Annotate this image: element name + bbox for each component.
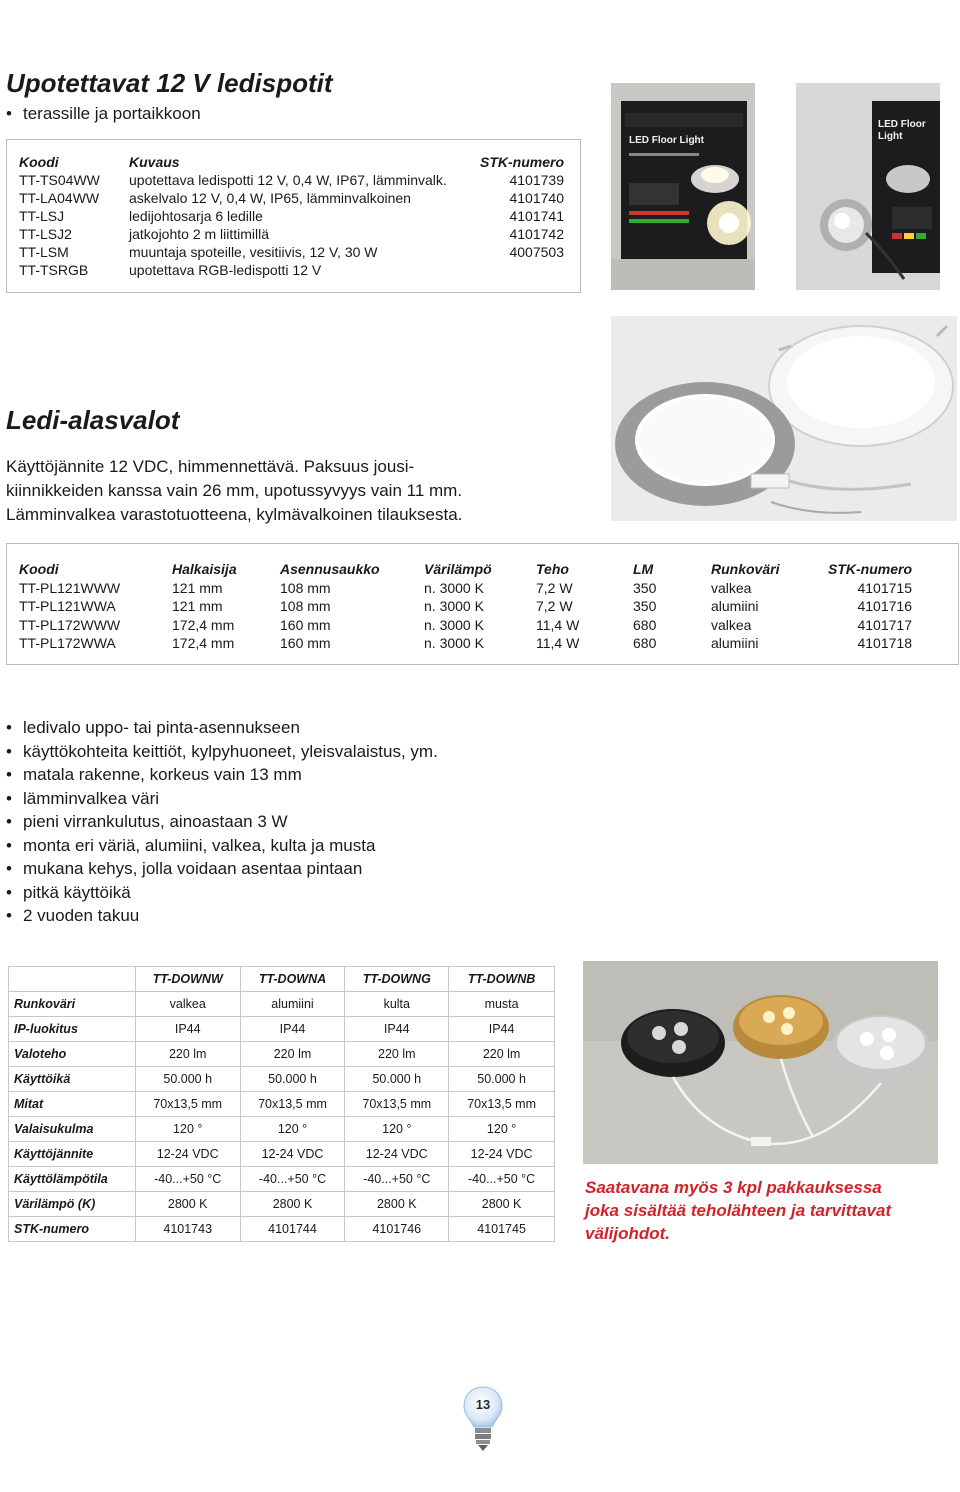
- row-label: IP-luokitus: [9, 1017, 136, 1042]
- section3-spec-table: [8, 966, 555, 1242]
- cell: 108 mm: [280, 598, 331, 614]
- table-row: [9, 1017, 555, 1042]
- page-number: 13: [475, 1397, 491, 1412]
- feature-bullet: • mukana kehys, jolla voidaan asentaa pintaan: [6, 857, 438, 881]
- intro-line: Lämminvalkea varastotuotteena, kylmävalkoinen tilauksesta.: [6, 505, 463, 524]
- spec-cell: musta: [449, 992, 555, 1017]
- header-halkaisija: Halkaisija: [172, 561, 237, 577]
- cell: TT-PL172WWW: [19, 616, 121, 633]
- cell-code: TT-LSM: [19, 244, 69, 260]
- cell: n. 3000 K: [424, 598, 484, 614]
- spec-cell: 4101745: [449, 1217, 555, 1242]
- spec-cell: 120 °: [135, 1117, 240, 1142]
- spec-cell: 4101744: [240, 1217, 345, 1242]
- spec-cell: 120 °: [240, 1117, 345, 1142]
- section1-bullet: • terassille ja portaikkoon: [6, 103, 201, 125]
- section2-title: Ledi-alasvalot: [6, 405, 180, 435]
- cell: 11,4 W: [536, 616, 580, 633]
- cell-desc: muuntaja spoteille, vesitiivis, 12 V, 30 W: [129, 244, 378, 260]
- section1-table-box: [6, 139, 581, 293]
- section1-bullets: [6, 103, 201, 125]
- cell: 4101718: [857, 635, 912, 651]
- cell-desc: upotettava RGB-ledispotti 12 V: [129, 262, 322, 278]
- table-row: [19, 243, 564, 261]
- cell: 4101716: [857, 598, 912, 614]
- row-label: Käyttöjännite: [9, 1142, 136, 1167]
- cell: 108 mm: [280, 579, 331, 596]
- table-row: [9, 1042, 555, 1067]
- cell: alumiini: [711, 598, 759, 614]
- cell-stk: 4101739: [509, 172, 564, 188]
- cell: 680: [633, 635, 657, 651]
- cell: valkea: [711, 579, 752, 596]
- spec-cell: alumiini: [240, 992, 345, 1017]
- header-kuvaus: Kuvaus: [129, 154, 180, 170]
- header-teho: Teho: [536, 561, 569, 577]
- cell: TT-PL121WWA: [19, 598, 116, 614]
- spec-cell: 4101746: [345, 1217, 449, 1242]
- section2-intro: [6, 455, 586, 527]
- cell-stk: [474, 261, 564, 279]
- spec-cell: -40...+50 °C: [345, 1167, 449, 1192]
- section1-title: Upotettavat 12 V ledispotit: [6, 68, 333, 98]
- section2-table: [19, 560, 912, 653]
- spec-cell: 12-24 VDC: [135, 1142, 240, 1167]
- promo-line: Saatavana myös 3 kpl pakkauksessa: [585, 1178, 882, 1197]
- table-header-row: [19, 560, 912, 579]
- header-empty: [9, 967, 136, 992]
- cell-code: TT-LSJ: [19, 208, 65, 224]
- row-label: Valaisukulma: [9, 1117, 136, 1142]
- section1-table: [19, 153, 564, 279]
- intro-line: kiinnikkeiden kanssa vain 26 mm, upotussyvyys vain 11 mm.: [6, 481, 463, 500]
- table-row: [9, 1142, 555, 1167]
- spec-cell: 12-24 VDC: [240, 1142, 345, 1167]
- spec-cell: 50.000 h: [240, 1067, 345, 1092]
- table-row: [19, 616, 912, 635]
- intro-line: Käyttöjännite 12 VDC, himmennettävä. Paksuus jousi-: [6, 457, 415, 476]
- spec-cell: 120 °: [345, 1117, 449, 1142]
- cell: 680: [633, 616, 657, 633]
- spec-cell: 70x13,5 mm: [345, 1092, 449, 1117]
- cell: n. 3000 K: [424, 579, 484, 596]
- table-row: [19, 225, 564, 243]
- feature-bullet: • ledivalo uppo- tai pinta-asennukseen: [6, 716, 438, 740]
- table-row: [19, 207, 564, 225]
- table-row: [9, 1067, 555, 1092]
- promo-line: välijohdot.: [585, 1224, 670, 1243]
- cell-code: TT-TSRGB: [19, 262, 89, 278]
- feature-bullet: • lämminvalkea väri: [6, 787, 438, 811]
- product-photo-puck-lights: [583, 961, 938, 1164]
- cell-code: TT-LSJ2: [19, 226, 72, 242]
- cell: n. 3000 K: [424, 635, 484, 651]
- cell: 350: [633, 579, 657, 596]
- spec-cell: 4101743: [135, 1217, 240, 1242]
- cell-code: TT-TS04WW: [19, 172, 100, 188]
- promo-text: [585, 1176, 955, 1245]
- cell: 350: [633, 598, 657, 614]
- cell: 172,4 mm: [172, 616, 235, 633]
- spec-cell: 70x13,5 mm: [240, 1092, 345, 1117]
- cell: TT-PL121WWW: [19, 579, 121, 596]
- box-label-line-1: LED Floor: [878, 119, 926, 130]
- cell-stk: 4101742: [509, 226, 564, 242]
- cell: valkea: [711, 616, 752, 633]
- cell: 4101717: [857, 616, 912, 633]
- spec-cell: -40...+50 °C: [135, 1167, 240, 1192]
- spec-cell: 220 lm: [345, 1042, 449, 1067]
- header-stk: STK-numero: [480, 154, 564, 170]
- promo-line: joka sisältää teholähteen ja tarvittavat: [585, 1201, 892, 1220]
- cell: alumiini: [711, 635, 759, 651]
- cell: 121 mm: [172, 579, 223, 596]
- spec-cell: 2800 K: [240, 1192, 345, 1217]
- spec-cell: valkea: [135, 992, 240, 1017]
- page-number-bulb-icon: [462, 1385, 504, 1455]
- spec-cell: 50.000 h: [449, 1067, 555, 1092]
- table-row: [19, 597, 912, 616]
- spec-cell: IP44: [240, 1017, 345, 1042]
- header-stk: STK-numero: [828, 561, 912, 577]
- cell-desc: upotettava ledispotti 12 V, 0,4 W, IP67, lämminvalk.: [129, 172, 447, 188]
- table-header-row: [19, 153, 564, 171]
- box-label-line-2: Light: [878, 131, 903, 142]
- cell: 172,4 mm: [172, 635, 235, 651]
- row-label: Runkoväri: [9, 992, 136, 1017]
- header-runkovari: Runkoväri: [711, 561, 780, 577]
- header-model: TT-DOWNG: [345, 967, 449, 992]
- feature-bullet: • käyttökohteita keittiöt, kylpyhuoneet, yleisvalaistus, ym.: [6, 740, 438, 764]
- cell: 4101715: [857, 579, 912, 596]
- cell-stk: 4101740: [509, 190, 564, 206]
- cell: 160 mm: [280, 616, 331, 633]
- header-varilampo: Värilämpö: [424, 561, 492, 577]
- table-header-row: [9, 967, 555, 992]
- cell: 7,2 W: [536, 579, 573, 596]
- cell-desc: ledijohtosarja 6 ledille: [129, 208, 263, 224]
- spec-cell: 220 lm: [240, 1042, 345, 1067]
- table-row: [9, 1117, 555, 1142]
- row-label: Käyttöikä: [9, 1067, 136, 1092]
- spec-cell: IP44: [135, 1017, 240, 1042]
- spec-cell: 50.000 h: [135, 1067, 240, 1092]
- feature-bullet: • pitkä käyttöikä: [6, 881, 438, 905]
- spec-cell: 2800 K: [135, 1192, 240, 1217]
- header-model: TT-DOWNB: [449, 967, 555, 992]
- feature-bullet: • pieni virrankulutus, ainoastaan 3 W: [6, 810, 438, 834]
- header-model: TT-DOWNW: [135, 967, 240, 992]
- table-row: [9, 1217, 555, 1242]
- cell: n. 3000 K: [424, 616, 484, 633]
- cell: 7,2 W: [536, 598, 573, 614]
- spec-cell: 50.000 h: [345, 1067, 449, 1092]
- product-photo-floor-light-1: [611, 83, 755, 290]
- header-asennusaukko: Asennusaukko: [280, 561, 380, 577]
- spec-cell: 12-24 VDC: [345, 1142, 449, 1167]
- spec-cell: 2800 K: [345, 1192, 449, 1217]
- row-label: Mitat: [9, 1092, 136, 1117]
- spec-cell: 220 lm: [135, 1042, 240, 1067]
- spec-cell: 12-24 VDC: [449, 1142, 555, 1167]
- row-label: STK-numero: [9, 1217, 136, 1242]
- table-row: [9, 1167, 555, 1192]
- spec-cell: IP44: [345, 1017, 449, 1042]
- section3-bullets: [6, 716, 438, 928]
- cell: 160 mm: [280, 635, 331, 651]
- cell-code: TT-LA04WW: [19, 190, 100, 206]
- cell: 11,4 W: [536, 635, 580, 651]
- header-koodi: Koodi: [19, 154, 59, 170]
- spec-cell: 120 °: [449, 1117, 555, 1142]
- table-row: [9, 992, 555, 1017]
- feature-bullet: • 2 vuoden takuu: [6, 904, 438, 928]
- table-row: [19, 189, 564, 207]
- cell: 121 mm: [172, 598, 223, 614]
- spec-cell: 220 lm: [449, 1042, 555, 1067]
- table-row: [19, 579, 912, 598]
- spec-cell: kulta: [345, 992, 449, 1017]
- table-row: [9, 1192, 555, 1217]
- spec-cell: IP44: [449, 1017, 555, 1042]
- cell-desc: askelvalo 12 V, 0,4 W, IP65, lämminvalkoinen: [129, 190, 411, 206]
- spec-cell: -40...+50 °C: [240, 1167, 345, 1192]
- box-label-text: LED Floor Light: [629, 135, 704, 146]
- feature-bullet: • monta eri väriä, alumiini, valkea, kulta ja musta: [6, 834, 438, 858]
- header-koodi: Koodi: [19, 561, 59, 577]
- table-row: [9, 1092, 555, 1117]
- cell-desc: jatkojohto 2 m liittimillä: [129, 226, 270, 242]
- row-label: Valoteho: [9, 1042, 136, 1067]
- row-label: Värilämpö (K): [9, 1192, 136, 1217]
- feature-bullet: • matala rakenne, korkeus vain 13 mm: [6, 763, 438, 787]
- spec-cell: 70x13,5 mm: [449, 1092, 555, 1117]
- spec-cell: 70x13,5 mm: [135, 1092, 240, 1117]
- cell: TT-PL172WWA: [19, 635, 116, 651]
- table-row: [19, 171, 564, 189]
- section2-table-box: [6, 543, 959, 665]
- spec-cell: -40...+50 °C: [449, 1167, 555, 1192]
- product-photo-floor-light-2: [796, 83, 940, 290]
- table-row: [19, 261, 564, 279]
- header-model: TT-DOWNA: [240, 967, 345, 992]
- cell-stk: 4007503: [509, 244, 564, 260]
- cell-stk: 4101741: [509, 208, 564, 224]
- product-photo-led-panels: [611, 316, 957, 521]
- spec-cell: 2800 K: [449, 1192, 555, 1217]
- header-lm: LM: [633, 561, 654, 577]
- table-row: [19, 634, 912, 653]
- row-label: Käyttölämpötila: [9, 1167, 136, 1192]
